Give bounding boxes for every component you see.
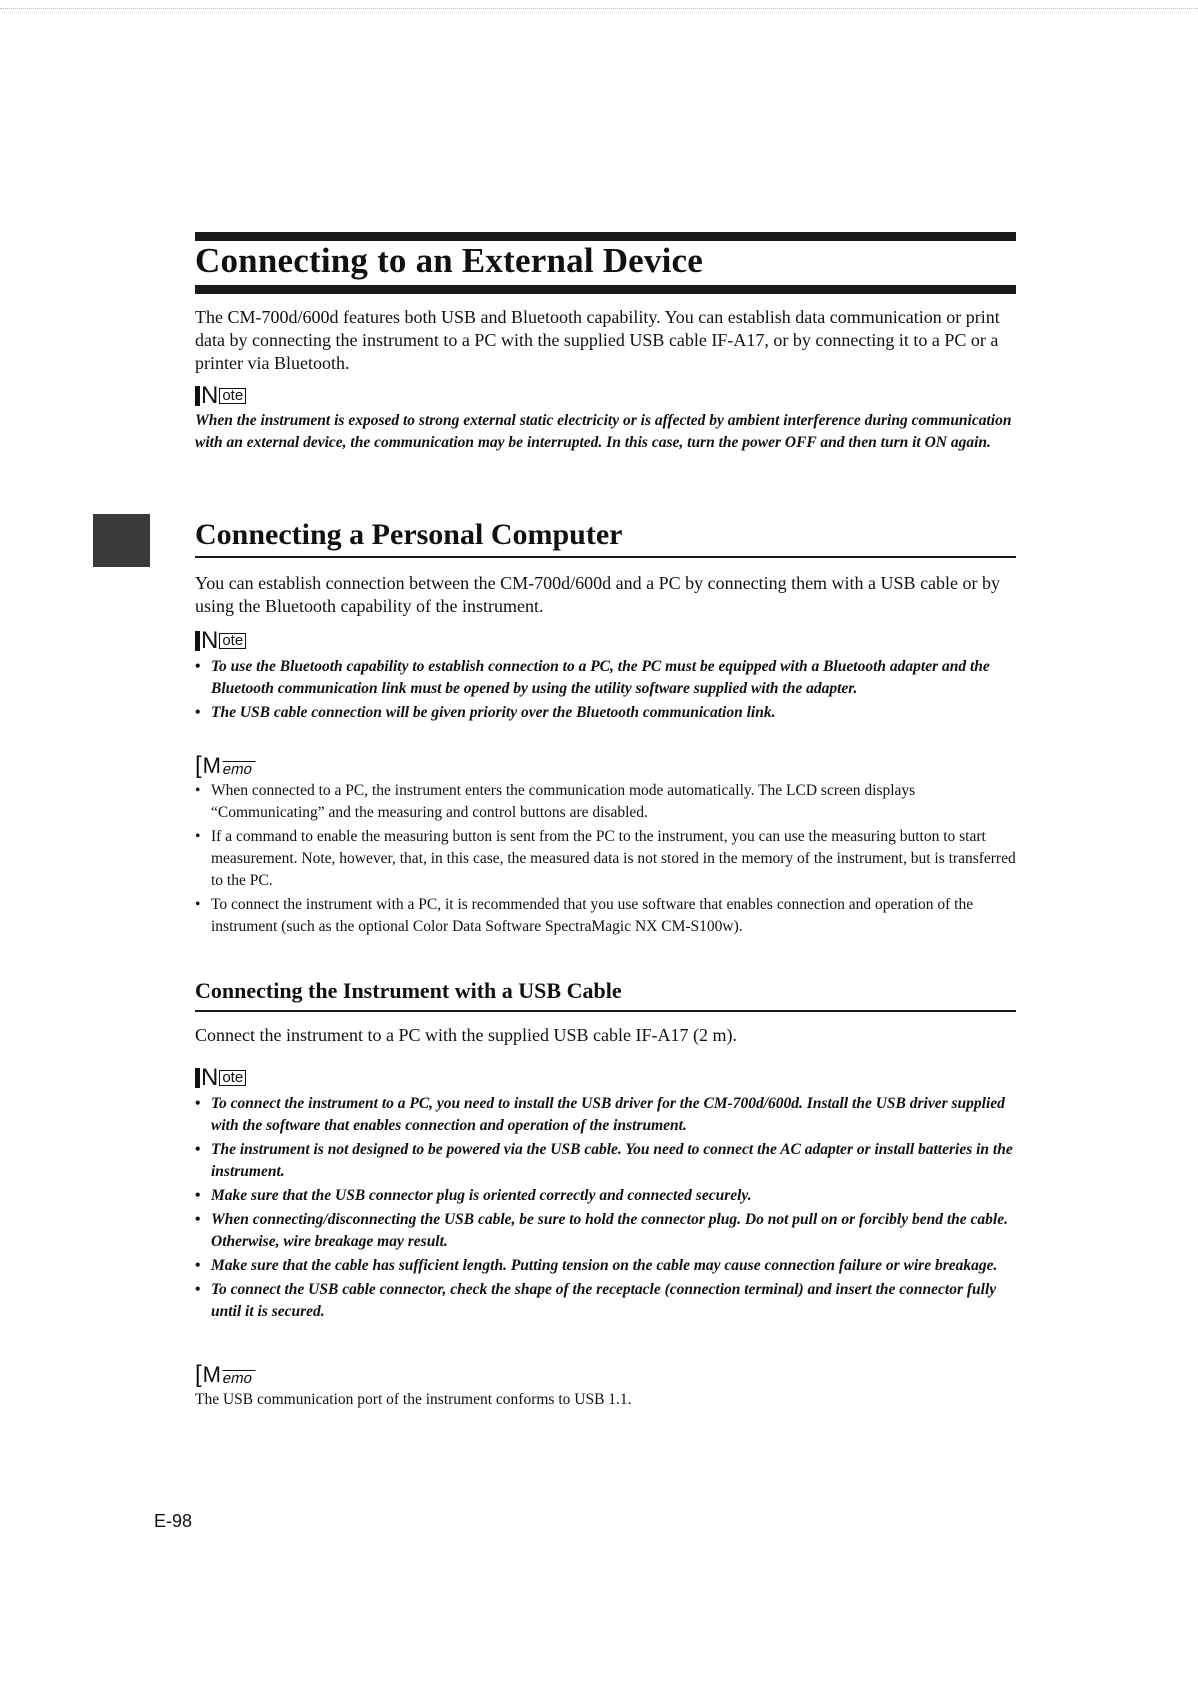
memo-label: [ M emo: [195, 752, 254, 779]
list-item: • The USB cable connection will be given priority over the Bluetooth communication link.: [195, 702, 1025, 724]
list-item: • To connect the instrument with a PC, it is recommended that you use software that enables connection and operation of the instrument (such as the optional Color Data Software SpectraMagic NX CM-S100w).: [195, 894, 1025, 938]
note-label: N ote: [195, 1067, 246, 1089]
note-bar-icon: [195, 1068, 200, 1088]
page-title: Connecting to an External Device: [195, 241, 704, 280]
pc-intro-paragraph: You can establish connection between the CM-700d/600d and a PC by connecting them with a USB cable or by using the Bluetooth capability of the instrument.: [195, 573, 1001, 616]
list-item: • When connecting/disconnecting the USB cable, be sure to hold the connector plug. Do not pull on or forcibly bend the cable. Otherwise, wire breakage may result.: [195, 1209, 1025, 1253]
usb-intro-paragraph: Connect the instrument to a PC with the supplied USB cable IF-A17 (2 m).: [195, 1025, 737, 1045]
pc-notes-list: [195, 656, 1025, 726]
title-rule-bottom: [195, 285, 1016, 294]
list-item: • To use the Bluetooth capability to establish connection to a PC, the PC must be equipped with a Bluetooth adapter and the Bluetooth communication link must be opened by using the utility software supplied with the adapter.: [195, 656, 1025, 700]
note-label: N ote: [195, 385, 246, 407]
list-item: • If a command to enable the measuring button is sent from the PC to the instrument, you can use the measuring button to start measurement. Note, however, that, in this case, the measured data is not stored in the memory of the instrument, but is transferred to the PC.: [195, 826, 1025, 892]
list-item: • To connect the USB cable connector, check the shape of the receptacle (connection terminal) and insert the connector fully until it is secured.: [195, 1279, 1025, 1323]
pc-memos-list: [195, 780, 1025, 940]
note-bar-icon: [195, 386, 200, 406]
memo-label: [ M emo: [195, 1361, 254, 1388]
section-rule-pc: [195, 556, 1016, 558]
list-item: • Make sure that the cable has sufficient length. Putting tension on the cable may cause connection failure or wire breakage.: [195, 1255, 1025, 1277]
note-label: N ote: [195, 630, 246, 652]
section-rule-usb: [195, 1010, 1016, 1012]
chapter-tab-marker: [93, 514, 150, 567]
usb-notes-list: [195, 1093, 1025, 1325]
intro-paragraph: The CM-700d/600d features both USB and Bluetooth capability. You can establish data communication or print data by connecting the instrument to a PC with the supplied USB cable IF-A17, or by connecting it to a PC or a printer via Bluetooth.: [195, 307, 1000, 373]
list-item: • The instrument is not designed to be powered via the USB cable. You need to connect the AC adapter or install batteries in the instrument.: [195, 1139, 1025, 1183]
list-item: • When connected to a PC, the instrument enters the communication mode automatically. The LCD screen displays “Communicating” and the measuring and control buttons are disabled.: [195, 780, 1025, 824]
usb-memo-text: The USB communication port of the instrument conforms to USB 1.1.: [195, 1391, 632, 1408]
page-number: E-98: [154, 1511, 193, 1531]
section-title-pc: Connecting a Personal Computer: [195, 518, 623, 551]
note-external-device: When the instrument is exposed to strong external static electricity or is affected by ambient interference during communication with an external device, the communication may be interrupted. In this case, turn the power OFF and then turn it ON again.: [195, 412, 1012, 451]
section-title-usb: Connecting the Instrument with a USB Cable: [195, 978, 622, 1003]
title-rule-top: [195, 232, 1016, 241]
list-item: • Make sure that the USB connector plug is oriented correctly and connected securely.: [195, 1185, 1025, 1207]
scan-edge-line: [0, 8, 1198, 9]
note-bar-icon: [195, 631, 200, 651]
list-item: • To connect the instrument to a PC, you need to install the USB driver for the CM-700d/600d. Install the USB driver supplied with the software that enables connection and operation of the instrument.: [195, 1093, 1025, 1137]
